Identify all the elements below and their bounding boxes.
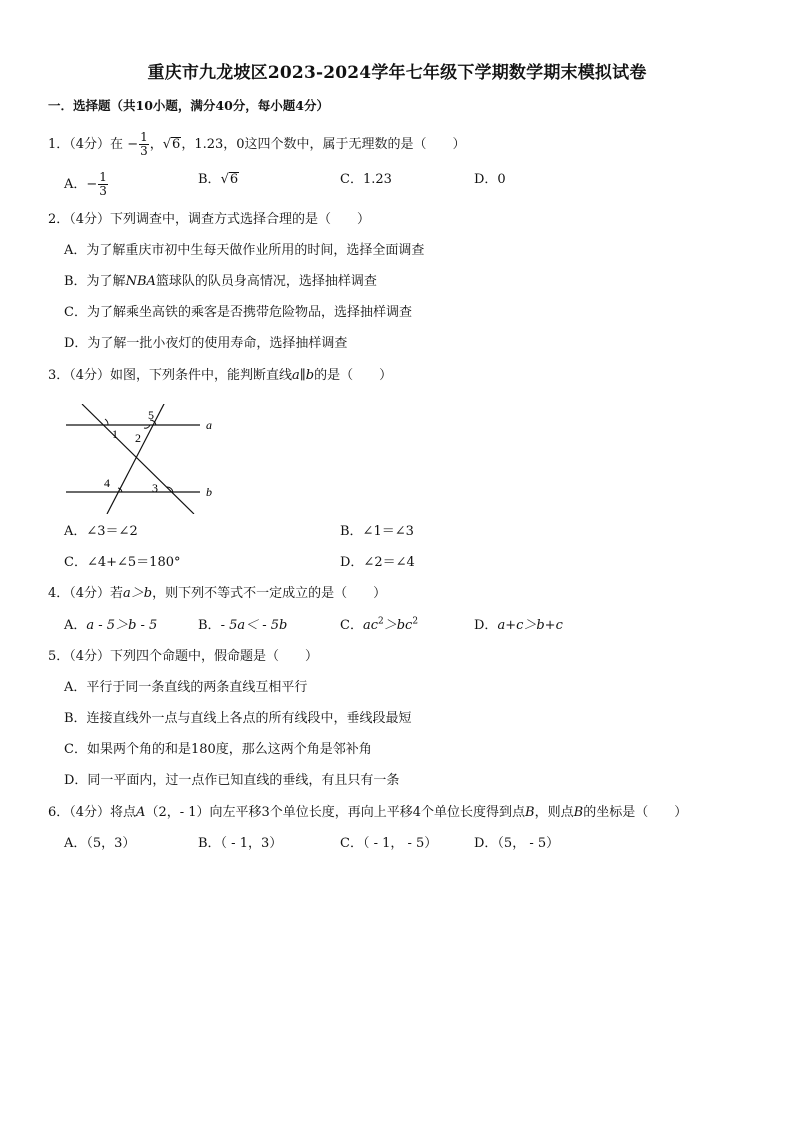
q3-option-d[interactable]: D．∠2＝∠4 — [340, 555, 415, 570]
label-angle-4: 4 — [104, 476, 110, 490]
q4-opt-c-label: C． — [340, 618, 363, 633]
q1-option-d[interactable]: D．0 — [474, 172, 506, 187]
q1-fraction — [139, 131, 149, 158]
section-heading: 一．选择题（共10小题，满分40分，每小题4分） — [48, 98, 329, 113]
q6-stem-pre: 6．（4分）将点 — [48, 805, 137, 820]
q1-frac-num: 1 — [140, 130, 148, 144]
q3-stem-post: 的是（ ） — [314, 368, 393, 383]
q6-stem-post: 的坐标是（ ） — [583, 805, 688, 820]
q2-opt-b-pre: B．为了解 — [64, 274, 126, 289]
q1-frac-sign: − — [127, 137, 139, 152]
label-angle-2: 2 — [135, 431, 141, 445]
q1-option-c[interactable]: C．1.23 — [340, 172, 392, 187]
q4-opt-a-label: A． — [64, 618, 87, 633]
parallel-lines-figure — [62, 404, 222, 514]
q3-option-c[interactable]: C．∠4+∠5＝180° — [64, 555, 181, 570]
label-a: a — [206, 418, 212, 432]
question-2-stem: 2．（4分）下列调查中，调查方式选择合理的是（ ） — [48, 212, 371, 227]
q1-option-b[interactable] — [198, 171, 239, 189]
q5-option-c[interactable]: C．如果两个角的和是180度，那么这两个角是邻补角 — [64, 742, 372, 757]
sqrt-icon: √ — [220, 172, 229, 187]
q1-opt-b-sqrt — [221, 171, 240, 189]
transversal-1 — [82, 404, 194, 514]
q5-option-a[interactable]: A．平行于同一条直线的两条直线互相平行 — [64, 680, 308, 695]
q4-option-b[interactable] — [198, 617, 287, 635]
q3-stem-pre: 3．（4分）如图，下列条件中，能判断直线 — [48, 368, 293, 383]
q4-opt-b-label: B． — [198, 618, 221, 633]
question-1-stem — [48, 131, 466, 158]
q5-option-d[interactable]: D．同一平面内，过一点作已知直线的垂线，有且只有一条 — [64, 773, 400, 788]
q5-option-b[interactable]: B．连接直线外一点与直线上各点的所有线段中，垂线段最短 — [64, 711, 412, 726]
q6-option-d[interactable]: D．（5， - 5） — [474, 836, 560, 851]
q2-opt-b-nba: NBA — [125, 274, 156, 289]
q2-opt-b-post: 篮球队的队员身高情况，选择抽样调查 — [155, 274, 377, 289]
q1-option-a[interactable] — [64, 171, 109, 198]
q6-point-b-2: B — [573, 805, 584, 820]
q2-option-a[interactable]: A．为了解重庆市初中生每天做作业所用的时间，选择全面调查 — [64, 243, 425, 258]
q1-opt-a-num: 1 — [99, 170, 107, 184]
angle-1-arc — [105, 419, 108, 425]
q3-option-a[interactable]: A．∠3＝∠2 — [64, 524, 138, 539]
q4-opt-c-exp2: 2 — [412, 616, 419, 627]
q6-point-a: A — [136, 805, 146, 820]
q1-rest: ，1.23，0这四个数中，属于无理数的是（ ） — [181, 137, 466, 152]
q1-sqrt — [163, 136, 182, 154]
q4-opt-c-ac: ac — [362, 618, 378, 633]
q6-option-c[interactable]: C．（ - 1， - 5） — [340, 836, 438, 851]
question-6-stem — [48, 804, 687, 822]
q1-opt-a-label: A． — [64, 177, 87, 192]
q4-opt-c-bc: ＞bc — [383, 618, 413, 633]
q4-opt-d-label: D． — [474, 618, 498, 633]
q1-opt-a-fraction — [98, 171, 108, 198]
q1-opt-b-val: 6 — [229, 172, 239, 187]
q1-opt-b-label: B． — [198, 172, 221, 187]
q4-option-d[interactable] — [474, 617, 563, 635]
q6-stem-mid2: ，则点 — [534, 805, 574, 820]
question-5-stem: 5．（4分）下列四个命题中，假命题是（ ） — [48, 649, 319, 664]
q4-opt-d-expr: a+c＞b+c — [497, 618, 563, 633]
q4-opt-a-expr: a - 5＞b - 5 — [86, 618, 158, 633]
question-4-stem — [48, 585, 386, 603]
q4-option-a[interactable] — [64, 617, 157, 635]
q1-frac-den: 3 — [140, 144, 148, 158]
q3-stem-lines: a∥b — [292, 368, 315, 383]
q1-sqrt-val: 6 — [172, 137, 181, 152]
q1-prefix: 1．（4分）在 — [48, 137, 128, 152]
q6-option-a[interactable]: A．（5，3） — [64, 836, 136, 851]
q4-stem-post: ，则下列不等式不一定成立的是（ ） — [152, 586, 387, 601]
question-3-stem — [48, 367, 392, 385]
q1-opt-a-sign: − — [86, 177, 98, 192]
q1-opt-a-den: 3 — [99, 184, 107, 198]
q4-opt-b-expr: - 5a＜ - 5b — [220, 618, 288, 633]
q2-option-d[interactable]: D．为了解一批小夜灯的使用寿命，选择抽样调查 — [64, 336, 348, 351]
page-title: 重庆市九龙坡区2023-2024学年七年级下学期数学期末模拟试卷 — [147, 63, 647, 83]
q6-point-b: B — [525, 805, 535, 820]
q6-stem-mid1: （2，- 1）向左平移3个单位长度，再向上平移4个单位长度得到点 — [145, 805, 526, 820]
label-b: b — [206, 485, 212, 499]
q4-stem-pre: 4．（4分）若 — [48, 586, 124, 601]
transversal-2 — [107, 404, 165, 514]
q2-option-b[interactable] — [64, 273, 377, 291]
q1-sep: ， — [149, 137, 163, 152]
label-angle-1: 1 — [112, 427, 118, 441]
q4-opt-c-exp1: 2 — [377, 616, 384, 627]
q3-option-b[interactable]: B．∠1＝∠3 — [340, 524, 414, 539]
q4-stem-cond: a＞b — [123, 586, 153, 601]
label-angle-3: 3 — [152, 481, 158, 495]
q2-option-c[interactable]: C．为了解乘坐高铁的乘客是否携带危险物品，选择抽样调查 — [64, 305, 412, 320]
label-angle-5: 5 — [148, 408, 154, 422]
q4-option-c[interactable] — [340, 617, 418, 635]
q6-option-b[interactable]: B．（ - 1，3） — [198, 836, 283, 851]
sqrt-icon: √ — [162, 137, 172, 152]
